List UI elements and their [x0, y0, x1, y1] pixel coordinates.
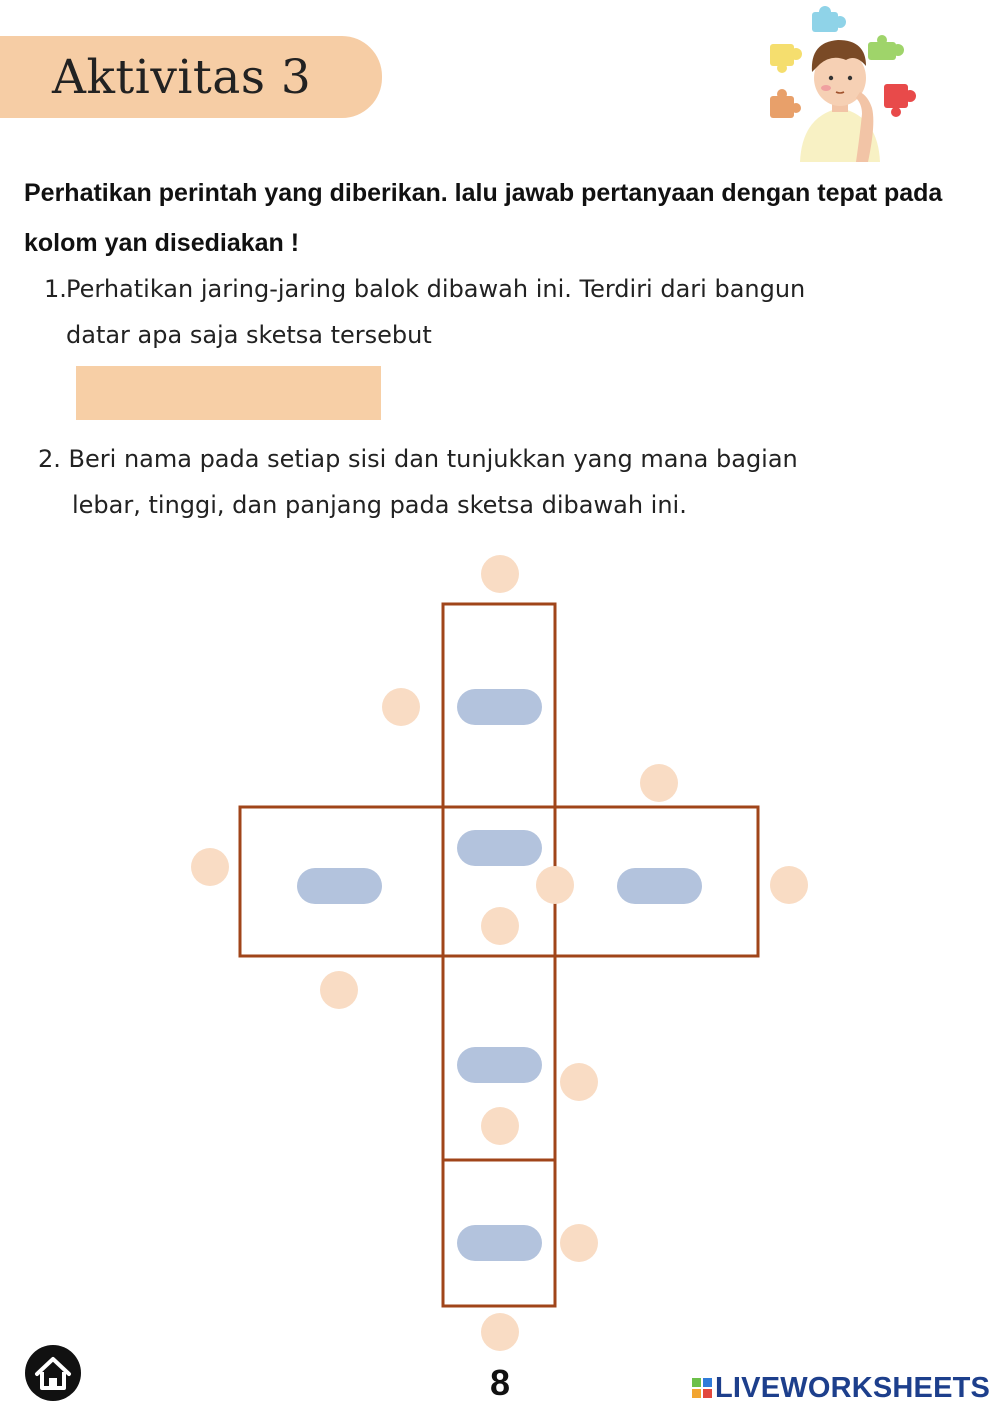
question-1: [44, 266, 864, 358]
liveworksheets-brand: [692, 1370, 990, 1406]
question-1-number: 1.: [44, 275, 67, 303]
face-label-field-bottom[interactable]: [457, 1225, 542, 1261]
dimension-field-9[interactable]: [560, 1063, 598, 1101]
question-2-number: 2.: [38, 445, 61, 473]
question-1-line-2: datar apa saja sketsa tersebut: [66, 321, 432, 349]
dimension-field-1[interactable]: [481, 555, 519, 593]
thinking-boy-puzzle-illustration: [760, 4, 920, 162]
dimension-field-4[interactable]: [191, 848, 229, 886]
question-2-line-1: Beri nama pada setiap sisi dan tunjukkan yang mana bagian: [68, 445, 798, 473]
liveworksheets-logo-icon: [692, 1376, 712, 1400]
question-2: [38, 436, 858, 528]
answer-field-question-1[interactable]: [76, 366, 381, 420]
face-label-field-top[interactable]: [457, 689, 542, 725]
dimension-field-7[interactable]: [481, 907, 519, 945]
question-2-line-2: lebar, tinggi, dan panjang pada sketsa dibawah ini.: [72, 491, 687, 519]
cuboid-net-diagram: [0, 540, 1000, 1360]
dimension-field-6[interactable]: [770, 866, 808, 904]
page-number: 8: [489, 1362, 511, 1403]
question-1-line-1: Perhatikan jaring-jaring balok dibawah ini. Terdiri dari bangun: [66, 275, 806, 303]
dimension-field-10[interactable]: [481, 1107, 519, 1145]
puzzle-piece-red: [884, 84, 916, 117]
face-label-field-right[interactable]: [617, 868, 702, 904]
page-title: Aktivitas 3: [52, 50, 312, 105]
brand-name: LIVEWORKSHEETS: [715, 1371, 991, 1404]
face-label-field-left[interactable]: [297, 868, 382, 904]
dimension-field-3[interactable]: [640, 764, 678, 802]
dimension-field-8[interactable]: [320, 971, 358, 1009]
dimension-field-12[interactable]: [481, 1313, 519, 1351]
face-label-field-lower[interactable]: [457, 1047, 542, 1083]
instruction-text: Perhatikan perintah yang diberikan. lalu jawab pertanyaan dengan tepat pada kolom yan disediakan !: [24, 179, 943, 257]
face-label-field-center[interactable]: [457, 830, 542, 866]
home-icon[interactable]: [24, 1344, 82, 1402]
puzzle-piece-yellow: [770, 44, 802, 73]
dimension-field-2[interactable]: [382, 688, 420, 726]
thinking-boy: [800, 40, 880, 162]
dimension-field-5[interactable]: [536, 866, 574, 904]
dimension-field-11[interactable]: [560, 1224, 598, 1262]
puzzle-piece-blue: [812, 6, 846, 32]
puzzle-piece-green: [868, 35, 904, 60]
puzzle-piece-orange: [770, 89, 801, 118]
